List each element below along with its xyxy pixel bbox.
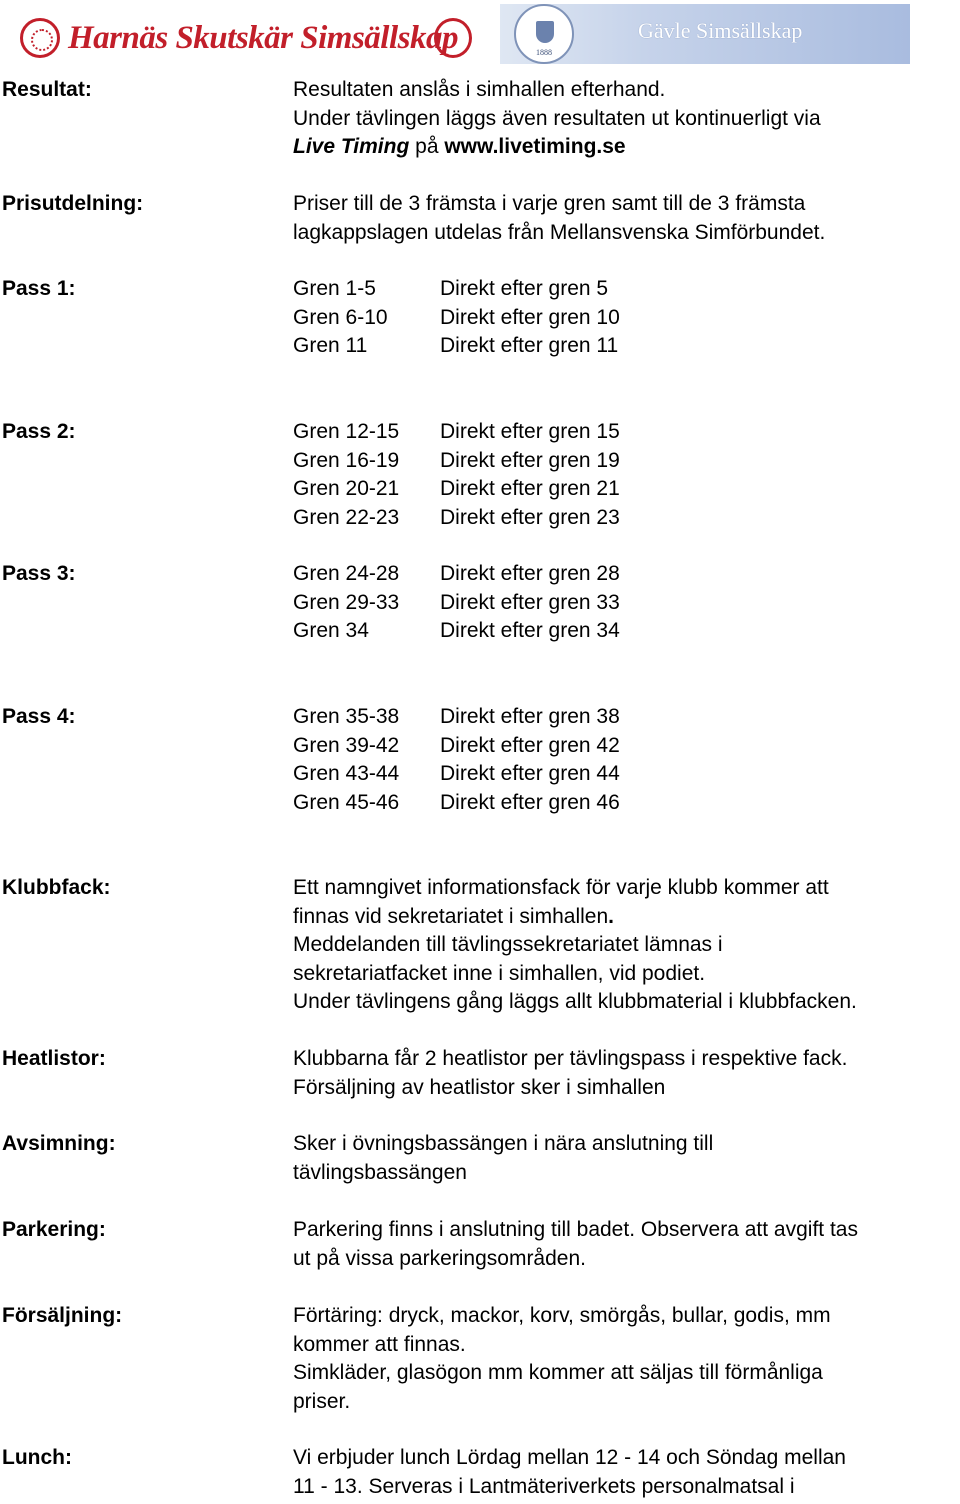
emblem-year: 1888 <box>536 48 552 57</box>
section-label: Avsimning: <box>2 1132 116 1155</box>
text-line: Meddelanden till tävlingssekretariatet lämnas i <box>293 933 723 956</box>
start-time: Direkt efter gren 44 <box>440 762 620 785</box>
text-line <box>293 133 960 162</box>
text-line: lagkappslagen utdelas från Mellansvenska Simförbundet. <box>293 220 826 244</box>
schedule-row <box>293 332 960 361</box>
schedule-row <box>293 617 960 646</box>
section-body <box>293 76 960 162</box>
start-time: Direkt efter gren 42 <box>440 733 620 757</box>
start-time: Direkt efter gren 23 <box>440 505 620 529</box>
gren-range: Gren 6-10 <box>293 305 388 329</box>
gren-range: Gren 43-44 <box>293 762 400 785</box>
text-line: Klubbarna får 2 heatlistor per tävlingspass i respektive fack. <box>293 1047 848 1070</box>
gren-range: Gren 24-28 <box>293 562 400 585</box>
section-body <box>293 1216 960 1273</box>
gren-range: Gren 1-5 <box>293 277 376 300</box>
gren-range: Gren 11 <box>293 334 368 357</box>
text-line: sekretariatfacket inne i simhallen, vid podiet. <box>293 961 706 985</box>
start-time: Direkt efter gren 15 <box>440 420 620 443</box>
text-line: priser. <box>293 1389 351 1413</box>
schedule-row <box>293 447 960 476</box>
gavle-emblem-icon <box>514 4 574 64</box>
section-label: Parkering: <box>2 1218 106 1241</box>
section-label: Prisutdelning: <box>2 192 144 215</box>
text-line: Resultaten anslås i simhallen efterhand. <box>293 78 666 101</box>
livetiming-url-link[interactable]: www.livetiming.se <box>444 135 626 158</box>
text-fragment: . <box>608 904 614 928</box>
schedule-row <box>293 589 960 618</box>
pass-schedule <box>293 560 960 646</box>
harnas-logo-text: Harnäs Skutskär Simsällskap <box>68 20 458 56</box>
gren-range: Gren 35-38 <box>293 705 400 728</box>
text-line: Under tävlingen läggs även resultaten ut kontinuerligt via <box>293 106 821 130</box>
text-line: Simkläder, glasögon mm kommer att säljas till förmånliga <box>293 1361 823 1384</box>
text-fragment: finnas vid sekretariatet i simhallen <box>293 904 609 928</box>
gavle-logo <box>500 4 910 64</box>
section-label: Försäljning: <box>2 1304 123 1327</box>
connector-text: på <box>409 135 445 158</box>
start-time: Direkt efter gren 19 <box>440 448 620 472</box>
schedule-row <box>293 275 960 304</box>
text-line: Sker i övningsbassängen i nära anslutning till <box>293 1132 714 1155</box>
text-line: Priser till de 3 främsta i varje gren samt till de 3 främsta <box>293 192 806 215</box>
gren-range: Gren 16-19 <box>293 448 400 472</box>
gren-range: Gren 12-15 <box>293 420 400 443</box>
start-time: Direkt efter gren 11 <box>440 334 619 357</box>
pass-schedule <box>293 275 960 361</box>
text-line: Försäljning av heatlistor sker i simhallen <box>293 1075 666 1099</box>
page-header <box>0 0 960 72</box>
start-time: Direkt efter gren 28 <box>440 562 620 585</box>
start-time: Direkt efter gren 33 <box>440 590 620 614</box>
pass-label: Pass 1: <box>2 277 76 300</box>
start-time: Direkt efter gren 5 <box>440 277 609 300</box>
gren-range: Gren 34 <box>293 619 369 642</box>
schedule-row <box>293 789 960 818</box>
text-line: 11 - 13. Serveras i Lantmäteriverkets personalmatsal i <box>293 1474 795 1498</box>
section-label: Lunch: <box>2 1446 72 1469</box>
section-body <box>293 1444 960 1501</box>
schedule-row <box>293 732 960 761</box>
gren-range: Gren 45-46 <box>293 790 400 814</box>
text-line: kommer att finnas. <box>293 1332 466 1356</box>
text-line: Förtäring: dryck, mackor, korv, smörgås, bullar, godis, mm <box>293 1304 831 1327</box>
gren-range: Gren 20-21 <box>293 477 400 500</box>
pass-label: Pass 4: <box>2 705 76 728</box>
section-body <box>293 190 960 247</box>
pass-schedule <box>293 418 960 532</box>
text-line <box>293 903 960 932</box>
schedule-row <box>293 560 960 589</box>
schedule-row <box>293 504 960 533</box>
section-label: Heatlistor: <box>2 1047 106 1070</box>
gren-range: Gren 39-42 <box>293 733 400 757</box>
schedule-row <box>293 475 960 504</box>
schedule-row <box>293 304 960 333</box>
schedule-row <box>293 703 960 732</box>
start-time: Direkt efter gren 21 <box>440 477 620 500</box>
start-time: Direkt efter gren 10 <box>440 305 620 329</box>
text-line: Parkering finns i anslutning till badet. Observera att avgift tas <box>293 1218 858 1241</box>
text-line: tävlingsbassängen <box>293 1160 467 1184</box>
club-seal-icon <box>20 18 60 58</box>
live-timing-text: Live Timing <box>293 135 410 158</box>
section-body <box>293 1045 960 1102</box>
harnas-logo <box>20 16 472 62</box>
pass-label: Pass 2: <box>2 420 76 443</box>
schedule-row <box>293 418 960 447</box>
club-seal-icon <box>434 18 472 58</box>
section-label: Klubbfack: <box>2 876 111 899</box>
shield-icon <box>536 21 554 43</box>
gavle-logo-text: Gävle Simsällskap <box>638 18 803 43</box>
text-line: Ett namngivet informationsfack för varje klubb kommer att <box>293 876 829 899</box>
text-line: ut på vissa parkeringsområden. <box>293 1246 586 1270</box>
section-label: Resultat: <box>2 78 92 101</box>
start-time: Direkt efter gren 34 <box>440 619 620 642</box>
pass-label: Pass 3: <box>2 562 76 585</box>
section-body <box>293 1302 960 1416</box>
start-time: Direkt efter gren 38 <box>440 705 620 728</box>
schedule-row <box>293 760 960 789</box>
gren-range: Gren 22-23 <box>293 505 400 529</box>
section-body <box>293 874 960 1017</box>
text-line: Under tävlingens gång läggs allt klubbmaterial i klubbfacken. <box>293 990 857 1013</box>
gren-range: Gren 29-33 <box>293 590 400 614</box>
text-line: Vi erbjuder lunch Lördag mellan 12 - 14 och Söndag mellan <box>293 1446 846 1469</box>
pass-schedule <box>293 703 960 817</box>
section-body <box>293 1130 960 1187</box>
start-time: Direkt efter gren 46 <box>440 790 620 814</box>
